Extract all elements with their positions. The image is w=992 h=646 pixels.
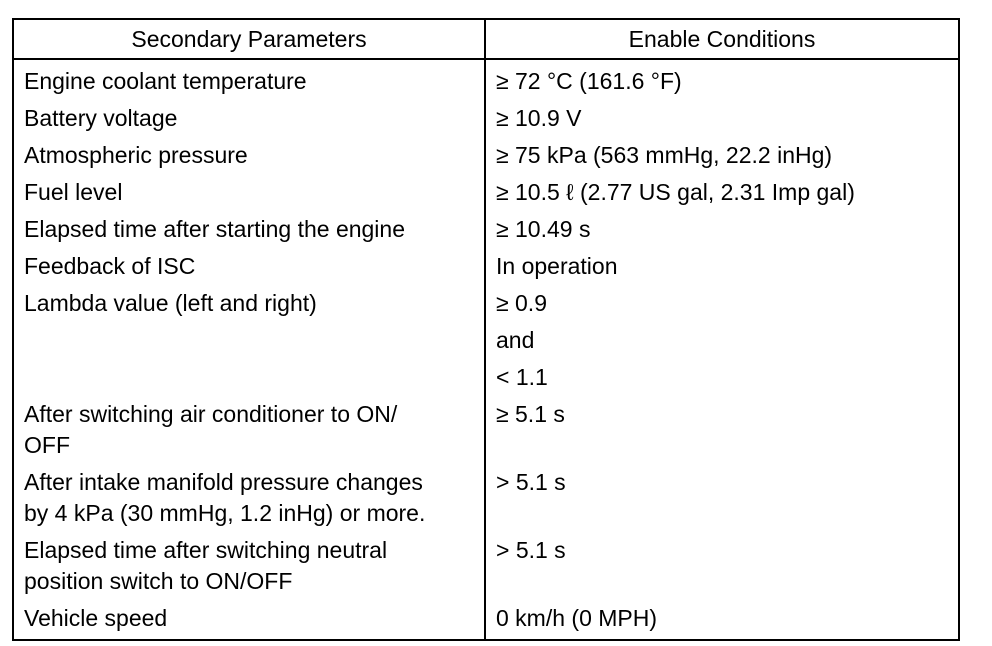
parameter-cell: Fuel level (13, 174, 485, 211)
condition-cell: ≥ 75 kPa (563 mmHg, 22.2 inHg) (496, 142, 833, 168)
parameter-cell: Elapsed time after switching neutral position switch to ON/OFF (13, 532, 485, 600)
table-row (13, 532, 959, 600)
condition-cell: 0 km/h (0 MPH) (496, 605, 658, 631)
column-header-enable-conditions: Enable Conditions (485, 19, 959, 59)
condition-cell: ≥ 10.9 V (496, 105, 582, 131)
condition-cell: ≥ 0.9 (496, 290, 547, 316)
table-row (13, 248, 959, 285)
condition-cell: > 5.1 s (496, 537, 566, 563)
parameter-cell: After switching air conditioner to ON/ OFF (13, 396, 485, 464)
condition-cell: In operation (496, 253, 618, 279)
condition-cell: < 1.1 (496, 364, 548, 390)
table-header-row (13, 19, 959, 59)
condition-cell: and (496, 327, 535, 353)
enable-conditions-table (12, 18, 960, 641)
table-row (13, 174, 959, 211)
condition-cell: ≥ 72 °C (161.6 °F) (496, 68, 682, 94)
condition-cell: ≥ 10.5 ℓ (2.77 US gal, 2.31 Imp gal) (496, 179, 855, 205)
parameter-cell: Lambda value (left and right) (13, 285, 485, 322)
table-row (13, 322, 959, 359)
condition-cell: ≥ 5.1 s (496, 401, 565, 427)
parameter-cell: Battery voltage (13, 100, 485, 137)
parameter-cell: After intake manifold pressure changes by 4 kPa (30 mmHg, 1.2 inHg) or more. (13, 464, 485, 532)
parameter-cell (13, 359, 485, 396)
condition-cell: > 5.1 s (496, 469, 566, 495)
table-row (13, 100, 959, 137)
parameter-cell: Atmospheric pressure (13, 137, 485, 174)
table-row (13, 285, 959, 322)
table-row (13, 464, 959, 532)
table-row (13, 600, 959, 640)
parameter-cell: Vehicle speed (13, 600, 485, 640)
table-row (13, 211, 959, 248)
table-row (13, 137, 959, 174)
parameter-cell (13, 322, 485, 359)
parameter-cell: Feedback of ISC (13, 248, 485, 285)
table-row (13, 59, 959, 100)
parameter-cell: Elapsed time after starting the engine (13, 211, 485, 248)
column-header-secondary-parameters: Secondary Parameters (13, 19, 485, 59)
parameter-cell: Engine coolant temperature (13, 59, 485, 100)
table-row (13, 396, 959, 464)
table-row (13, 359, 959, 396)
condition-cell: ≥ 10.49 s (496, 216, 591, 242)
